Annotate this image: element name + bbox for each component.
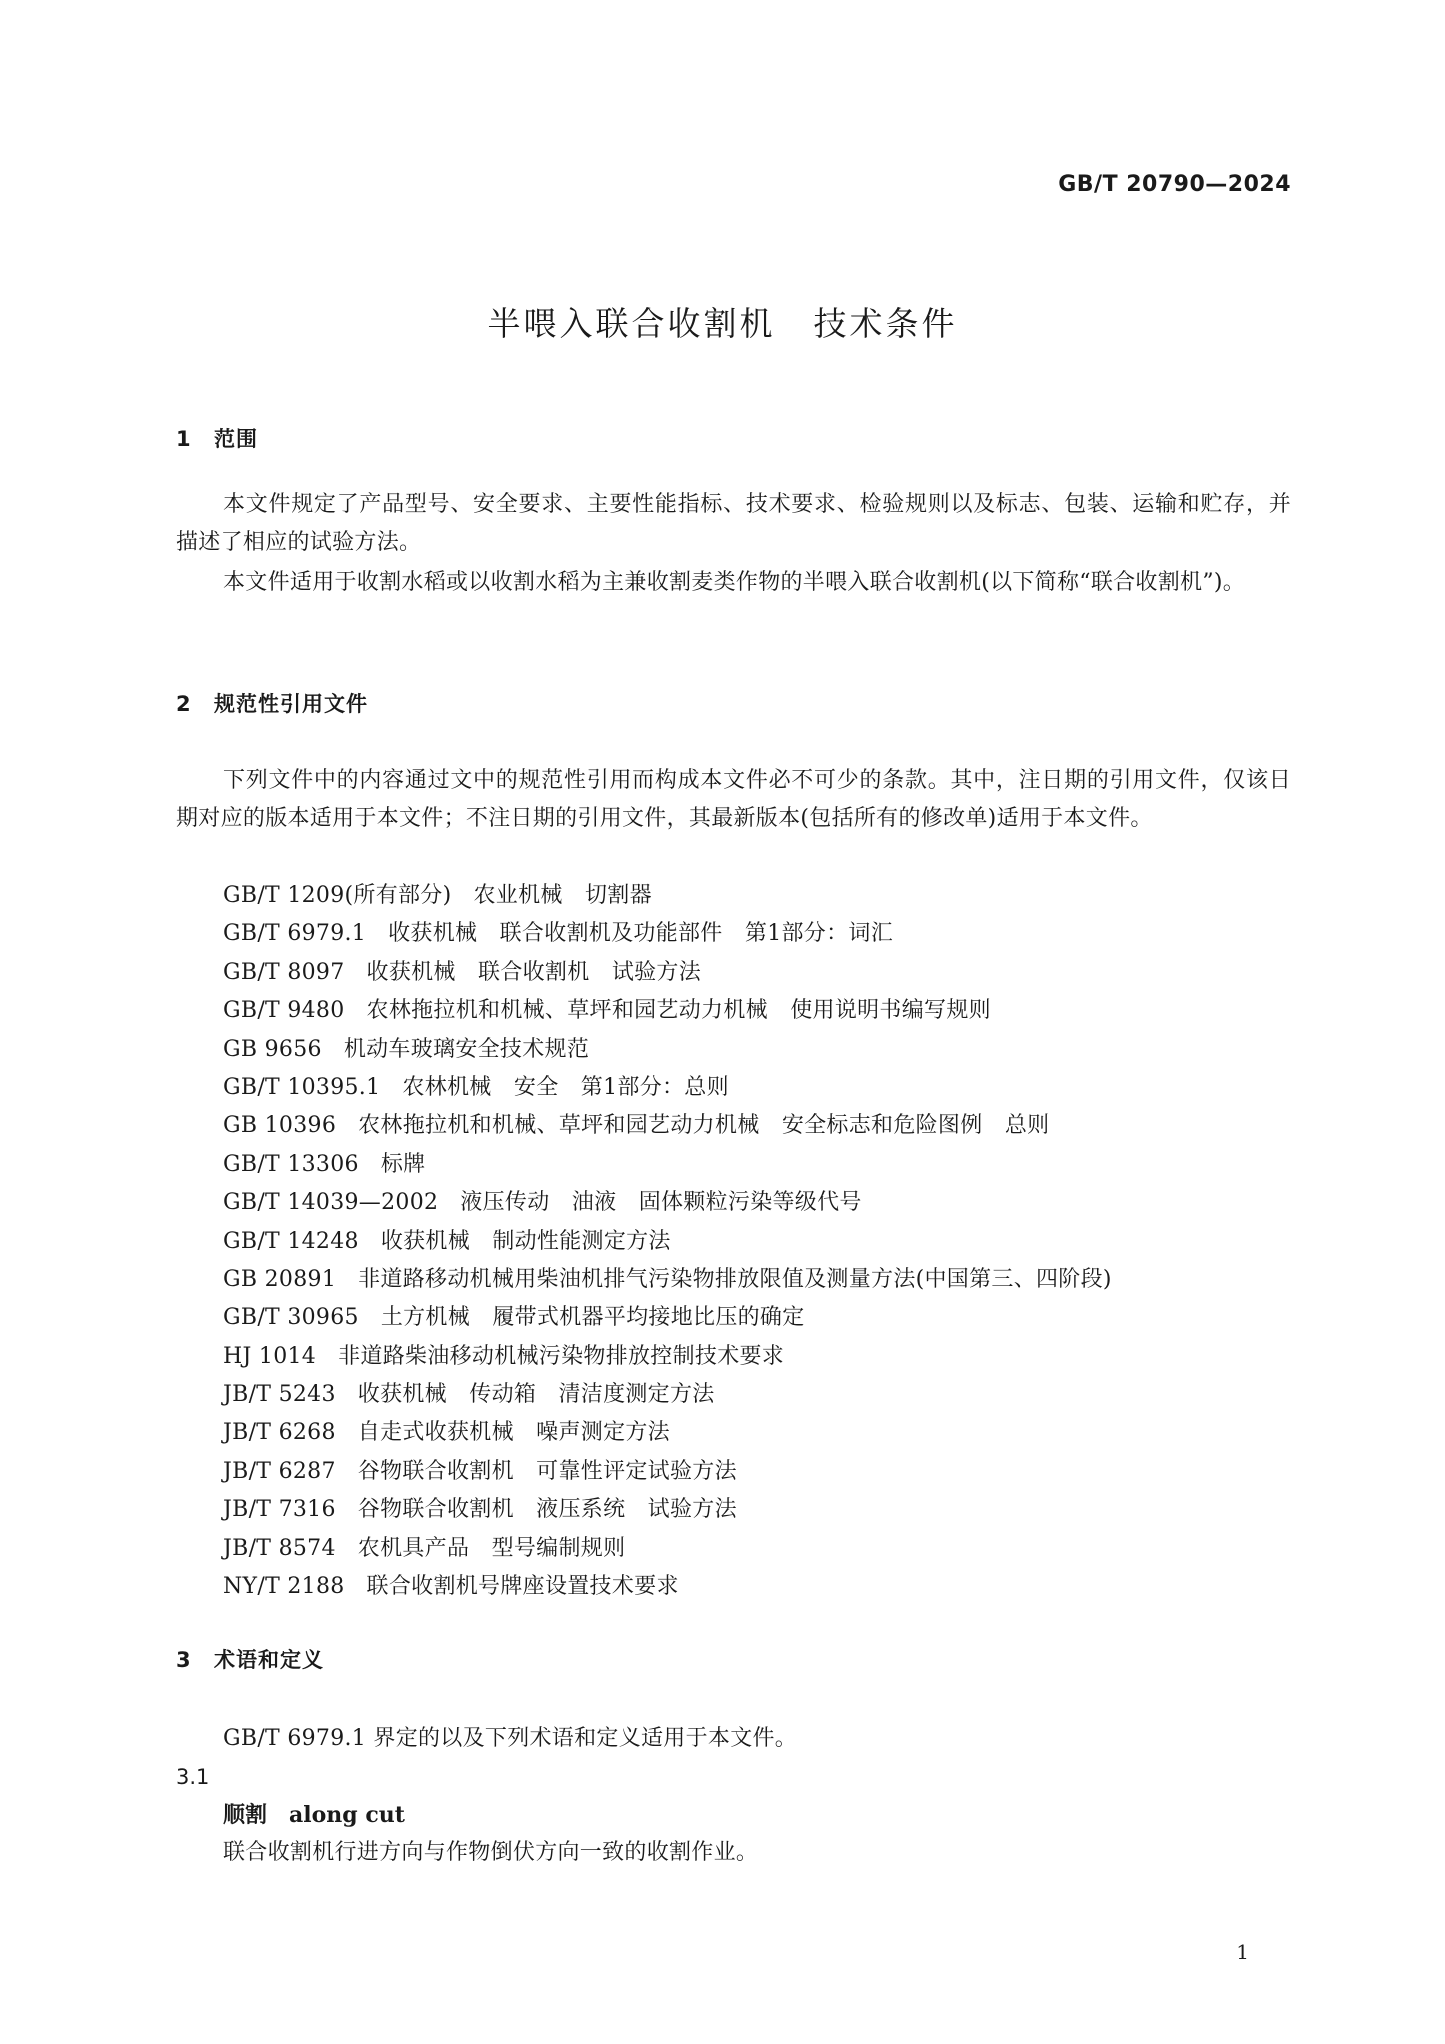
section-3-intro: GB/T 6979.1 界定的以及下列术语和定义适用于本文件。 [223,1726,798,1751]
reference-item: JB/T 5243 收获机械 传动箱 清洁度测定方法 [223,1382,715,1408]
reference-item: GB/T 14248 收获机械 制动性能测定方法 [223,1228,671,1254]
page-number: 1 [1236,1940,1249,1964]
reference-item: NY/T 2188 联合收割机号牌座设置技术要求 [223,1574,679,1600]
reference-item: JB/T 6268 自走式收获机械 噪声测定方法 [223,1420,670,1446]
term-definition: 联合收割机行进方向与作物倒伏方向一致的收割作业。 [223,1840,759,1865]
section-1-paragraph-2: 本文件适用于收割水稻或以收割水稻为主兼收割麦类作物的半喂入联合收割机(以下简称“联合收割机”)。 [223,570,1246,595]
reference-item: JB/T 8574 农机具产品 型号编制规则 [223,1535,626,1561]
reference-item: HJ 1014 非道路柴油移动机械污染物排放控制技术要求 [223,1343,785,1369]
term-entry [223,1796,405,1835]
section-1-heading: 1 范围 [176,427,258,451]
title-part2: 技术条件 [813,304,958,343]
reference-item: GB/T 6979.1 收获机械 联合收割机及功能部件 第1部分：词汇 [223,921,894,947]
title-part1: 半喂入联合收割机 [487,304,776,343]
clause-number: 3.1 [176,1765,210,1789]
document-title [0,298,1445,345]
standard-code: GB/T 20790—2024 [1058,172,1291,197]
reference-item: GB/T 13306 标牌 [223,1151,426,1177]
section-2-intro: 下列文件中的内容通过文中的规范性引用而构成本文件必不可少的条款。其中，注日期的引用文件，仅该日期对应的版本适用于本文件；不注日期的引用文件，其最新版本(包括所有的修改单)适用于本文件。 [176,768,1291,831]
reference-item: JB/T 7316 谷物联合收割机 液压系统 试验方法 [223,1497,737,1523]
reference-item: GB/T 1209(所有部分) 农业机械 切割器 [223,883,652,908]
term-english: along cut [289,1802,405,1828]
reference-item: GB/T 30965 土方机械 履带式机器平均接地比压的确定 [223,1305,805,1331]
reference-item: JB/T 6287 谷物联合收割机 可靠性评定试验方法 [223,1458,737,1484]
term-chinese: 顺割 [223,1803,268,1828]
reference-item: GB 9656 机动车玻璃安全技术规范 [223,1036,590,1062]
normative-reference-list [223,877,1112,1606]
reference-item: GB/T 9480 农林拖拉机和机械、草坪和园艺动力机械 使用说明书编写规则 [223,998,991,1024]
reference-item: GB 20891 非道路移动机械用柴油机排气污染物排放限值及测量方法(中国第三、四阶段) [223,1266,1112,1292]
section-1-paragraph-1: 本文件规定了产品型号、安全要求、主要性能指标、技术要求、检验规则以及标志、包装、运输和贮存，并描述了相应的试验方法。 [176,492,1291,555]
reference-item: GB/T 8097 收获机械 联合收割机 试验方法 [223,959,702,985]
reference-item: GB/T 10395.1 农林机械 安全 第1部分：总则 [223,1074,729,1100]
reference-item: GB 10396 农林拖拉机和机械、草坪和园艺动力机械 安全标志和危险图例 总则 [223,1113,1050,1139]
section-2-heading: 2 规范性引用文件 [176,692,368,716]
reference-item: GB/T 14039—2002 液压传动 油液 固体颗粒污染等级代号 [223,1190,862,1216]
section-3-heading: 3 术语和定义 [176,1648,324,1672]
